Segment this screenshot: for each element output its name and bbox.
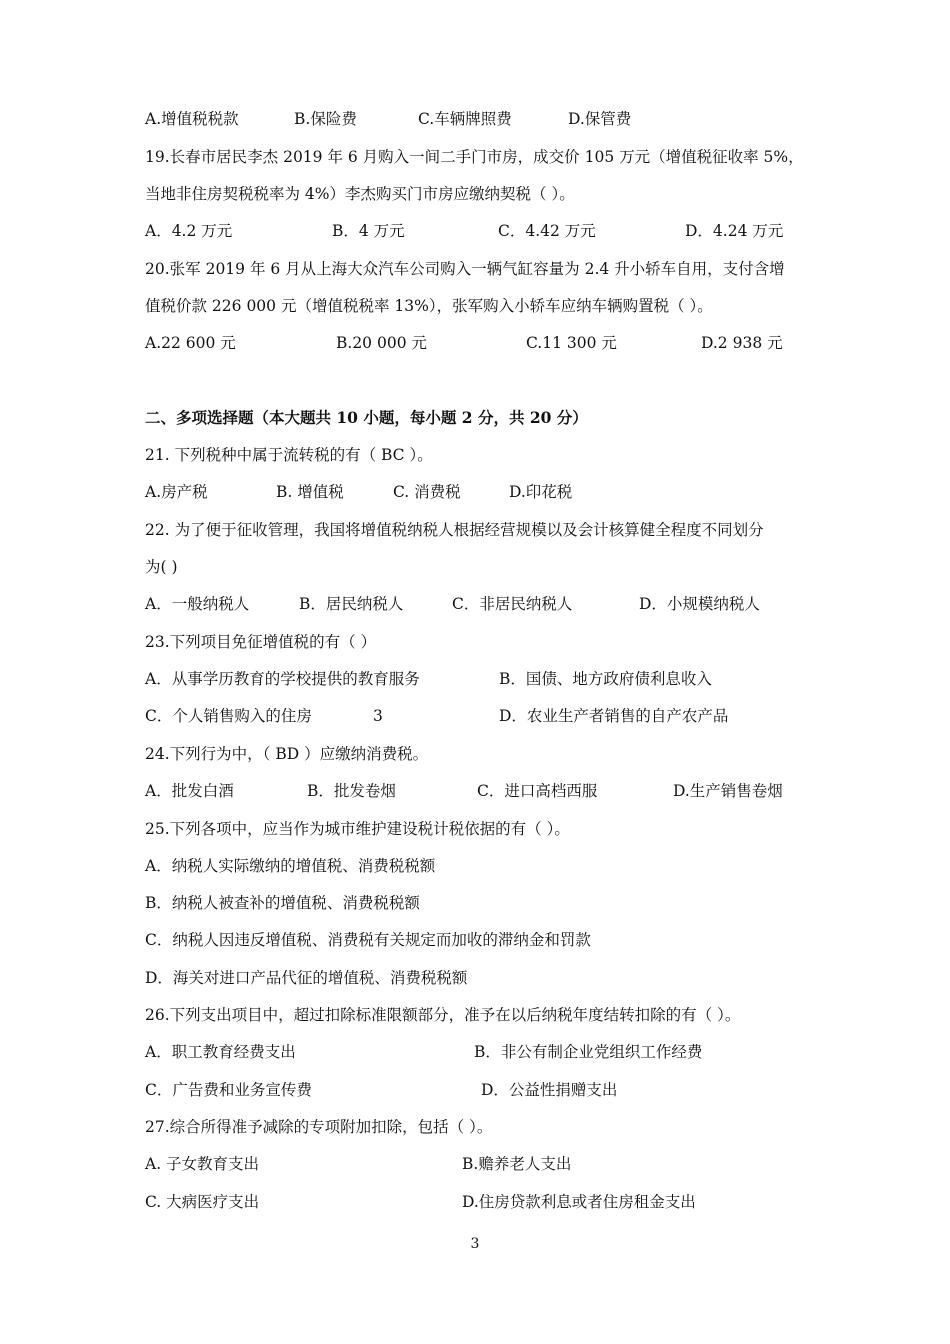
q18-option-a: A.增值税税款 xyxy=(145,110,239,128)
q20-stem-line2: 值税价款 226 000 元（增值税税率 13%），张军购入小轿车应纳车辆购置税（ ）。 xyxy=(145,297,713,315)
q21-option-a: A.房产税 xyxy=(145,483,208,501)
q24-option-c: C．进口高档西服 xyxy=(477,782,598,800)
q19-stem-line2: 当地非住房契税税率为 4%）李杰购买门市房应缴纳契税（ ）。 xyxy=(145,185,575,203)
q24-option-d: D.生产销售卷烟 xyxy=(673,782,783,800)
q23-stem: 23.下列项目免征增值税的有（ ） xyxy=(145,633,377,651)
q25-option-b: B．纳税人被查补的增值税、消费税税额 xyxy=(145,894,420,912)
q20-option-a: A.22 600 元 xyxy=(145,334,236,352)
q21-stem: 21. 下列税种中属于流转税的有（ BC ）。 xyxy=(145,446,433,464)
q20-option-d: D.2 938 元 xyxy=(701,334,783,352)
q22-option-c: C．非居民纳税人 xyxy=(452,595,573,613)
q18-option-d: D.保管费 xyxy=(568,110,632,128)
q22-stem-line2: 为( ) xyxy=(145,558,178,576)
q25-stem: 25.下列各项中，应当作为城市维护建设税计税依据的有（ ）。 xyxy=(145,820,570,838)
q23-option-c: C．个人销售购入的住房 xyxy=(145,707,312,725)
q26-stem: 26.下列支出项目中，超过扣除标准限额部分，准予在以后纳税年度结转扣除的有（ ）。 xyxy=(145,1006,741,1024)
q24-stem: 24.下列行为中，（ BD ）应缴纳消费税。 xyxy=(145,745,429,763)
q26-option-c: C．广告费和业务宣传费 xyxy=(145,1081,312,1099)
q27-option-c: C. 大病医疗支出 xyxy=(145,1193,260,1211)
q27-stem: 27.综合所得准予减除的专项附加扣除，包括（ ）。 xyxy=(145,1118,493,1136)
q24-option-b: B．批发卷烟 xyxy=(307,782,396,800)
section-heading: 二、多项选择题（本大题共 10 小题，每小题 2 分，共 20 分） xyxy=(145,408,588,427)
q20-option-c: C.11 300 元 xyxy=(526,334,617,352)
q23-option-a: A．从事学历教育的学校提供的教育服务 xyxy=(145,670,420,688)
q21-option-c: C. 消费税 xyxy=(393,483,461,501)
q27-option-d: D.住房贷款利息或者住房租金支出 xyxy=(462,1193,696,1211)
page-number: 3 xyxy=(470,1236,480,1252)
q22-stem-line1: 22. 为了便于征收管理，我国将增值税纳税人根据经营规模以及会计核算健全程度不同划分 xyxy=(145,521,764,539)
q25-option-c: C．纳税人因违反增值税、消费税有关规定而加收的滞纳金和罚款 xyxy=(145,931,591,949)
q26-option-b: B．非公有制企业党组织工作经费 xyxy=(474,1043,703,1061)
q23-option-d: D．农业生产者销售的自产农产品 xyxy=(499,707,729,725)
q20-stem-line1: 20.张军 2019 年 6 月从上海大众汽车公司购入一辆气缸容量为 2.4 升小轿车自用，支付含增 xyxy=(145,260,785,278)
q23-option-b: B．国债、地方政府债利息收入 xyxy=(499,670,712,688)
q19-option-b: B．4 万元 xyxy=(332,222,405,240)
q19-stem-line1: 19.长春市居民李杰 2019 年 6 月购入一间二手门市房，成交价 105 万元（增值税征收率 5%， xyxy=(145,148,804,166)
q24-option-a: A．批发白酒 xyxy=(145,782,234,800)
q22-option-d: D．小规模纳税人 xyxy=(639,595,760,613)
q18-option-b: B.保险费 xyxy=(294,110,357,128)
q26-option-a: A．职工教育经费支出 xyxy=(145,1043,296,1061)
q26-option-d: D．公益性捐赠支出 xyxy=(481,1081,618,1099)
q19-option-d: D．4.24 万元 xyxy=(685,222,784,240)
q27-option-b: B.赡养老人支出 xyxy=(462,1155,572,1173)
q23-stray-mark: 3 xyxy=(373,707,383,725)
q19-option-a: A．4.2 万元 xyxy=(145,222,233,240)
q19-option-c: C．4.42 万元 xyxy=(498,222,596,240)
q25-option-a: A．纳税人实际缴纳的增值税、消费税税额 xyxy=(145,857,436,875)
q27-option-a: A. 子女教育支出 xyxy=(145,1155,260,1173)
q25-option-d: D．海关对进口产品代征的增值税、消费税税额 xyxy=(145,969,468,987)
q21-option-b: B. 增值税 xyxy=(276,483,344,501)
q18-option-c: C.车辆牌照费 xyxy=(418,110,512,128)
q22-option-a: A．一般纳税人 xyxy=(145,595,250,613)
q21-option-d: D.印花税 xyxy=(509,483,573,501)
q22-option-b: B．居民纳税人 xyxy=(299,595,404,613)
q20-option-b: B.20 000 元 xyxy=(336,334,427,352)
